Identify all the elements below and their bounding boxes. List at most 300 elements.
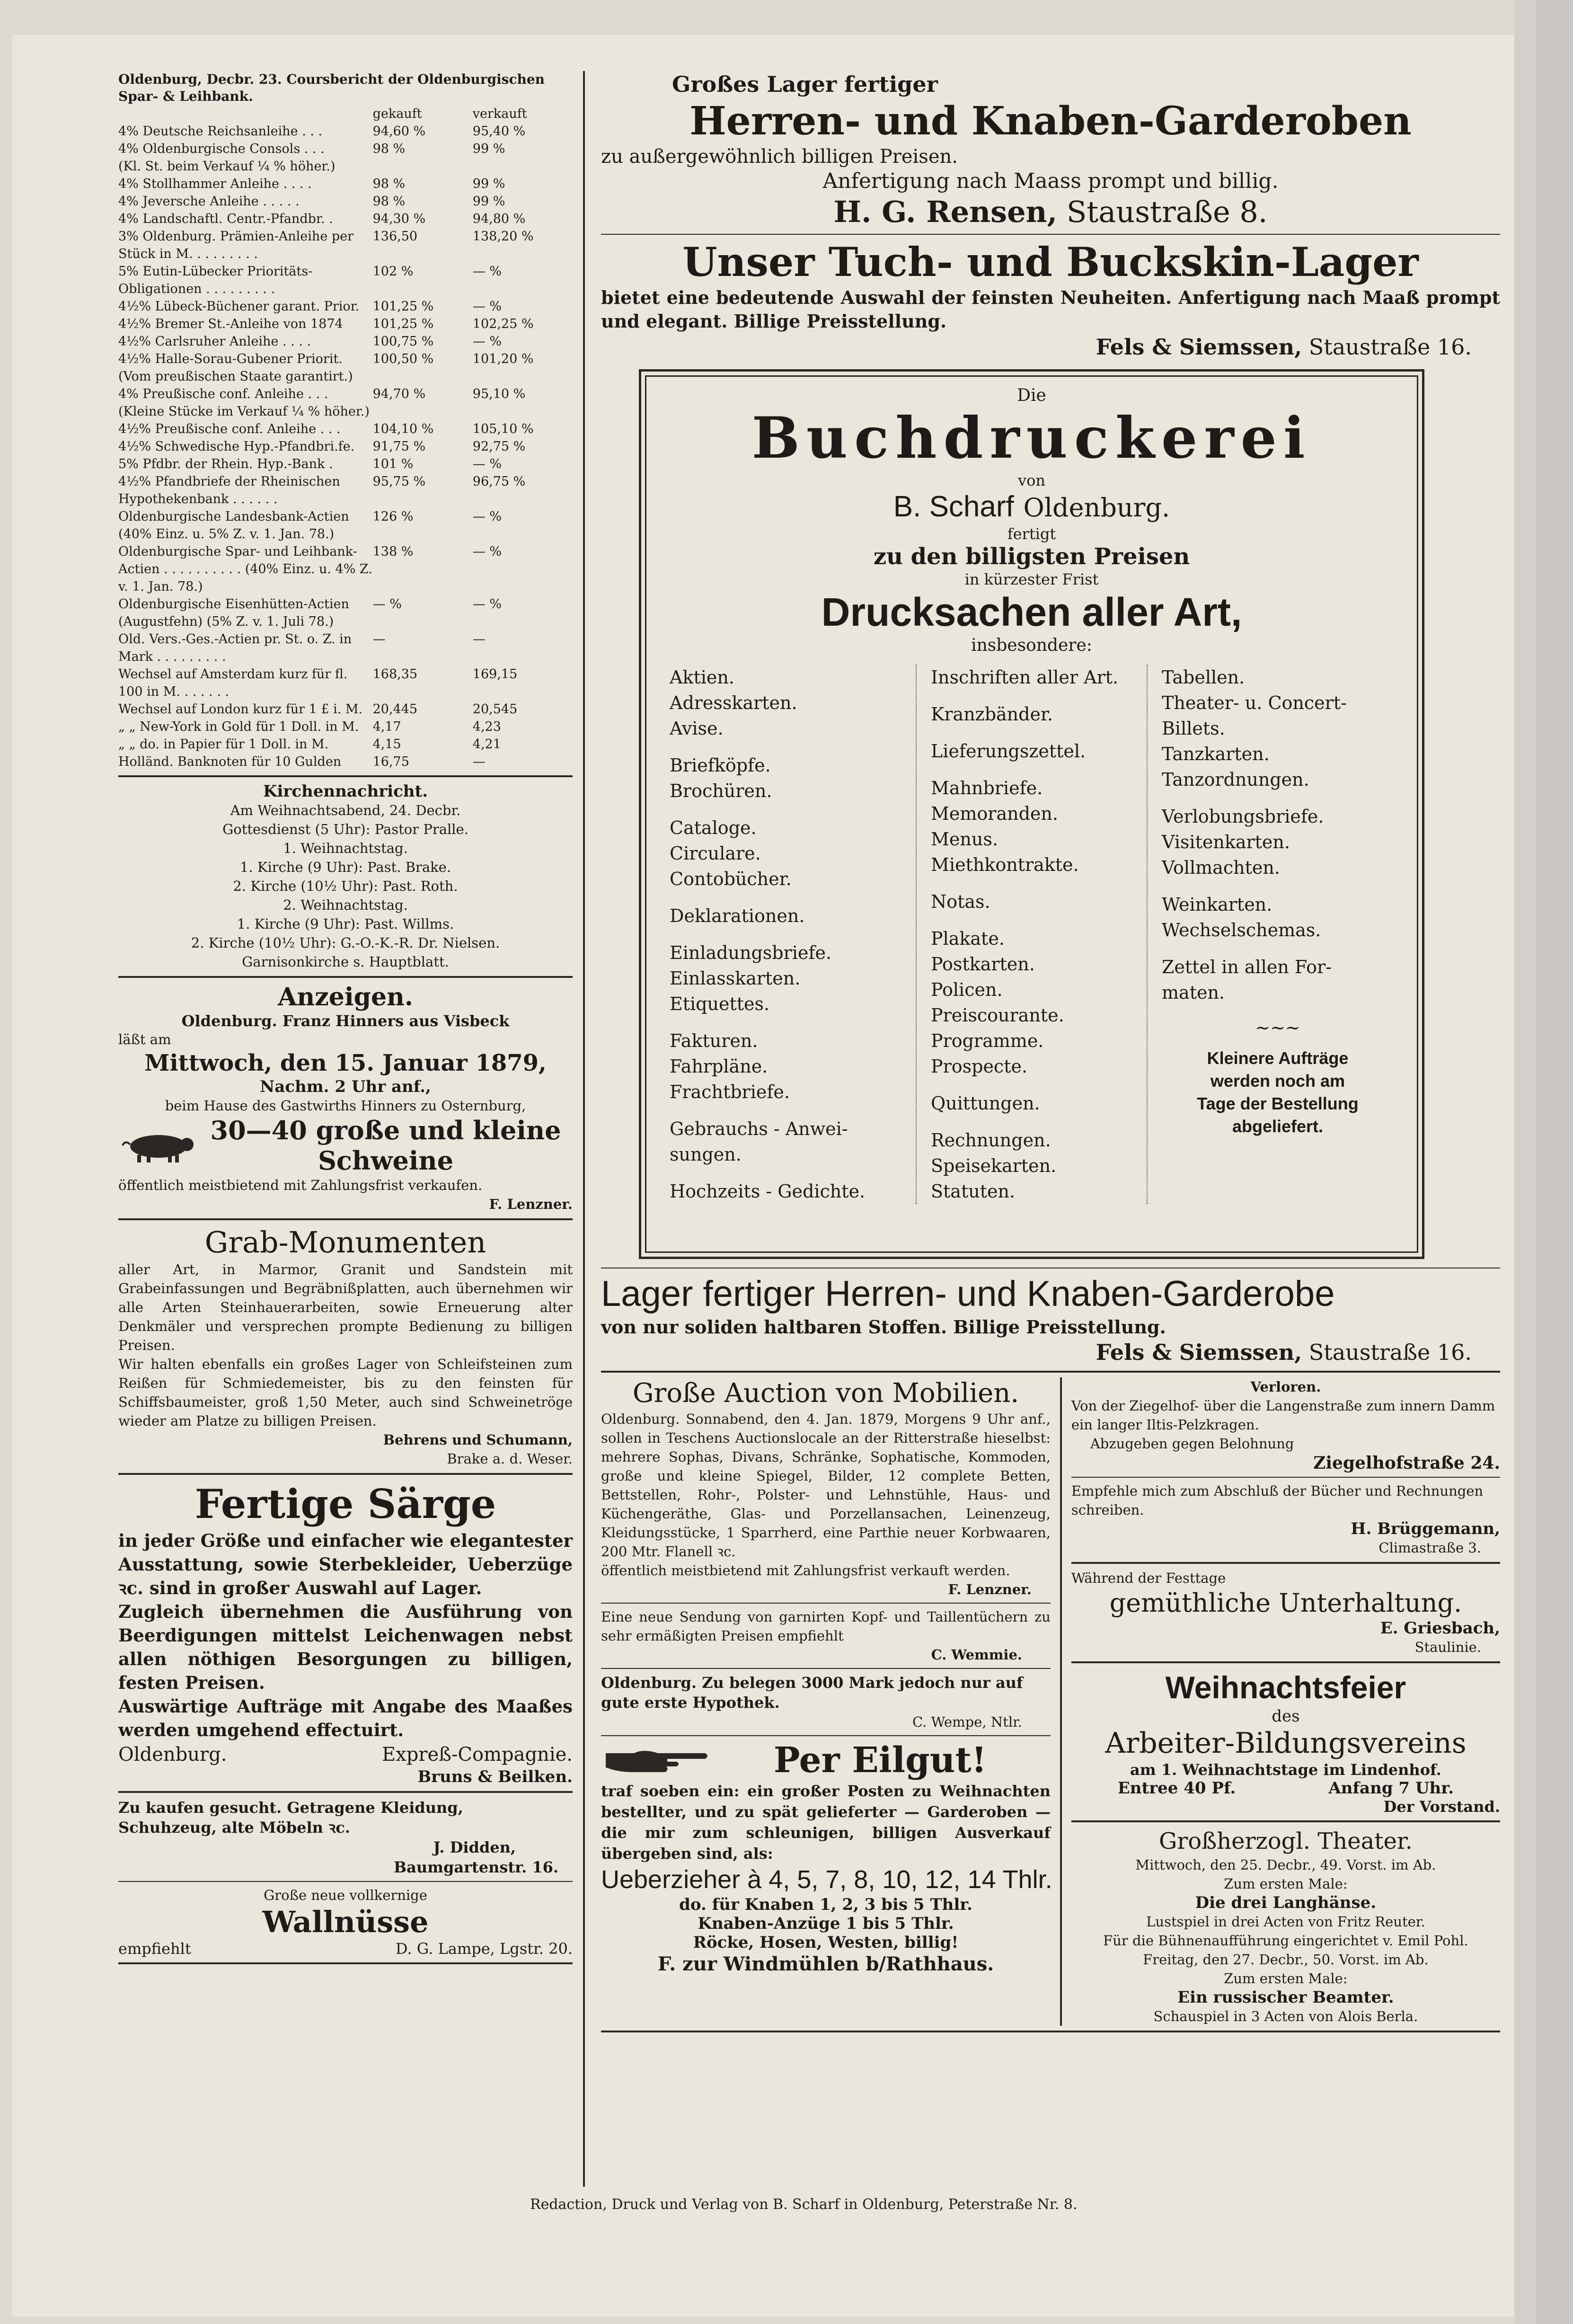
kirchen-section xyxy=(118,782,573,971)
bd-item: Theater- u. Concert- xyxy=(1162,692,1347,713)
kurs-name: Wechsel auf London kurz für 1 £ i. M. xyxy=(118,702,363,717)
kurs-verkauft: 169,15 xyxy=(472,667,518,682)
grab-body: aller Art, in Marmor, Granit und Sandstein mit Grabeinfassungen und Begräbnißplatten, auch übernehmen wir alle Arten Steinhauerarbeiten, sowie Erneuerung alter Denkmäler und versprechen prompte Bedienung zu billigen Preisen. xyxy=(118,1261,573,1353)
kurs-verkauft: 99 % xyxy=(472,194,505,209)
divider xyxy=(118,1881,573,1882)
kurs-verkauft: — % xyxy=(472,299,502,314)
theater-l9: Schauspiel in 3 Acten von Alois Berla. xyxy=(1153,2008,1418,2024)
page-edge xyxy=(1514,0,1536,2324)
kurs-row xyxy=(118,368,573,385)
kurs-verkauft: 99 % xyxy=(472,142,505,156)
bd-ornament: ~~~ xyxy=(1255,1017,1300,1038)
bd-item: Miethkontrakte. xyxy=(931,854,1079,875)
eilgut-sign: F. zur Windmühlen b/Rathhaus. xyxy=(657,1953,994,1975)
kurs-name: (Kl. St. beim Verkauf ¼ % höher.) xyxy=(118,159,336,174)
kurs-name: 4% Jeversche Anleihe . . . . . xyxy=(118,194,300,209)
kurs-row xyxy=(118,736,573,753)
kurs-verkauft: 96,75 % xyxy=(472,474,526,489)
bd-col1 xyxy=(670,665,901,1204)
kurs-row xyxy=(118,701,573,718)
column-divider xyxy=(583,71,585,2187)
kirchen-line: Garnisonkirche s. Hauptblatt. xyxy=(242,954,449,970)
theater-l3: Die drei Langhänse. xyxy=(1195,1893,1377,1912)
kurs-verkauft: 102,25 % xyxy=(472,317,534,331)
divider xyxy=(601,2031,1500,2032)
kurs-gekauft xyxy=(373,158,473,175)
anzeigen-title: Anzeigen. xyxy=(278,983,413,1011)
kaufen-section xyxy=(118,1798,573,1877)
tuch-name: Fels & Siemssen, xyxy=(1096,334,1302,360)
list-gap xyxy=(931,1079,1147,1091)
divider xyxy=(118,1218,573,1220)
bd-item: Postkarten. xyxy=(931,954,1035,975)
kurs-name: 4% Stollhammer Anleihe . . . . xyxy=(118,177,312,191)
kurs-name: 3% Oldenburg. Prämien-Anleihe per Stück in M. . . . . . . . . xyxy=(118,229,354,261)
divider xyxy=(118,976,573,978)
kirchen-line: 2. Kirche (10½ Uhr): G.-O.-K.-R. Dr. Nielsen. xyxy=(191,935,500,951)
rensen-title: Herren- und Knaben-Garderoben xyxy=(689,98,1412,144)
bd-item: Vollmachten. xyxy=(1162,857,1280,878)
bd-item: Brochüren. xyxy=(670,781,772,801)
bd-druck: Drucksachen aller Art, xyxy=(821,590,1242,634)
kurs-name: 4½% Schwedische Hyp.-Pfandbri.fe. xyxy=(118,439,355,454)
kurs-gekauft xyxy=(373,403,473,420)
wallnuesse-title: Wallnüsse xyxy=(262,1905,429,1939)
kurs-name: 4½% Lübeck-Büchener garant. Prior. xyxy=(118,299,360,314)
kurs-verkauft xyxy=(473,158,573,175)
kirchen-line: 2. Kirche (10½ Uhr): Past. Roth. xyxy=(233,878,458,894)
bd-item: Adresskarten. xyxy=(670,692,797,713)
kurs-gekauft: 101 % xyxy=(372,457,414,471)
wallnuesse-section xyxy=(118,1886,573,1958)
bd-item: Contobücher. xyxy=(670,869,792,889)
tuch-addr: Staustraße 16. xyxy=(1308,334,1472,360)
auction-body: Oldenburg. Sonnabend, den 4. Jan. 1879, Morgens 9 Uhr anf., sollen in Teschens Auctionslocale an der Ritterstraße hieselbst: mehrere Sophas, Divans, Schränke, Sophatische, Kommoden, große und kleine Spiegel, Bilder, 12 complete Betten, Bettstellen, Rohr-, Polster- und Lehnstühle, Haus- und Küchengeräthe, Glas- und Porzellansachen, Leinenzeug, Kleidungsstücke, 1 Sparrherd, eine Parthie neuer Korbwaaren, 200 Mtr. Flanell ꝛc. xyxy=(601,1411,1051,1560)
divider xyxy=(118,1791,573,1793)
kurs-verkauft: — % xyxy=(472,264,502,279)
festtage-title: gemüthliche Unterhaltung. xyxy=(1109,1588,1462,1618)
kurs-row xyxy=(118,630,573,665)
rensen-addr: Staustraße 8. xyxy=(1066,195,1268,229)
wf-verein: Arbeiter-Bildungsvereins xyxy=(1105,1727,1467,1760)
kurs-gekauft: 100,50 % xyxy=(372,352,434,366)
kurs-name: Holländ. Banknoten für 10 Gulden xyxy=(118,754,342,769)
divider xyxy=(1071,1562,1500,1564)
grab-sign2: Brake a. d. Weser. xyxy=(447,1451,573,1467)
kurs-row xyxy=(118,385,573,403)
kurs-verkauft: 138,20 % xyxy=(472,229,534,244)
eilgut-title: Per Eilgut! xyxy=(773,1740,987,1781)
kurs-gekauft: 4,17 xyxy=(372,719,401,734)
bd-item: Avise. xyxy=(670,718,724,739)
bd-item: Frachtbriefe. xyxy=(670,1082,790,1102)
kurs-row xyxy=(118,665,573,701)
bd-die: Die xyxy=(1017,386,1046,405)
kurs-gekauft: 126 % xyxy=(372,509,414,524)
bd-item: Circulare. xyxy=(670,843,761,864)
saerge-company: Expreß-Compagnie. xyxy=(381,1744,573,1765)
bd-item: Visitenkarten. xyxy=(1162,832,1290,852)
kurs-name: 4% Oldenburgische Consols . . . xyxy=(118,142,325,156)
bd-title: Buchdruckerei xyxy=(751,405,1312,471)
festtage-addr: Staulinie. xyxy=(1414,1639,1481,1655)
bd-item: Preiscourante. xyxy=(931,1005,1064,1026)
col-verkauft: verkauft xyxy=(472,106,527,121)
bottom-left xyxy=(601,1377,1051,2026)
exchange-table xyxy=(118,105,573,771)
auction-sign2: F. Lenzner. xyxy=(948,1581,1032,1597)
kurs-gekauft: 98 % xyxy=(372,194,406,209)
kurs-name: 4% Deutsche Reichsanleihe . . . xyxy=(118,124,323,139)
grab-sign: Behrens und Schumann, xyxy=(383,1432,573,1448)
bd-col3 xyxy=(1162,665,1394,1204)
wf-des: des xyxy=(1272,1707,1300,1726)
left-column xyxy=(118,71,573,1969)
festtage-name: E. Griesbach, xyxy=(1380,1619,1500,1638)
kurs-verkauft: — % xyxy=(472,544,502,559)
wf-entree: Entree 40 Pf. xyxy=(1117,1779,1236,1798)
kurs-row xyxy=(118,123,573,140)
bd-klein-line: werden noch am xyxy=(1210,1071,1345,1091)
lager2-ad xyxy=(601,1272,1500,1366)
divider xyxy=(601,1371,1500,1373)
kurs-name: 4½% Preußische conf. Anleihe . . . xyxy=(118,422,341,436)
kurs-row xyxy=(118,350,573,368)
kurs-gekauft: 98 % xyxy=(372,142,406,156)
rensen-line3: zu außergewöhnlich billigen Preisen. xyxy=(601,146,958,168)
right-column xyxy=(601,71,1500,2037)
kurs-gekauft: 94,60 % xyxy=(372,124,426,139)
tuch-body: bietet eine bedeutende Auswahl der feinsten Neuheiten. Anfertigung nach Maaß prompt und elegant. Billige Preisstellung. xyxy=(601,287,1500,332)
divider xyxy=(118,775,573,777)
kurs-gekauft: 101,25 % xyxy=(372,299,434,314)
kurs-row xyxy=(118,315,573,333)
list-gap xyxy=(670,741,901,753)
bd-item: Briefköpfe. xyxy=(670,755,771,776)
kirchen-line: 2. Weihnachtstag. xyxy=(283,897,408,913)
brueggemann-name: H. Brüggemann, xyxy=(1351,1519,1500,1538)
kurs-verkauft: 95,40 % xyxy=(472,124,526,139)
bd-item: Speisekarten. xyxy=(931,1155,1057,1176)
auction-terms2: öffentlich meistbietend mit Zahlungsfrist verkauft werden. xyxy=(601,1562,1010,1579)
kurs-row xyxy=(118,158,573,175)
bd-item: Cataloge. xyxy=(670,817,757,838)
bd-item: Einlasskarten. xyxy=(670,968,801,989)
festtage-line1: Während der Festtage xyxy=(1071,1570,1226,1586)
bd-item: Weinkarten. xyxy=(1162,894,1273,915)
bd-item: sungen. xyxy=(670,1144,742,1165)
list-gap xyxy=(1162,880,1394,892)
kurs-verkauft: 4,21 xyxy=(472,737,501,752)
kurs-verkauft xyxy=(473,403,573,420)
kurs-verkauft xyxy=(473,368,573,385)
saerge-body3: Auswärtige Aufträge mit Angabe des Maaßes werden umgehend effectuirt. xyxy=(118,1696,573,1740)
divider xyxy=(118,1473,573,1475)
kurs-name: 4% Landschaftl. Centr.-Pfandbr. . xyxy=(118,212,333,226)
kurs-name: 4½% Halle-Sorau-Gubener Priorit. xyxy=(118,352,343,366)
bd-city: Oldenburg. xyxy=(1023,493,1170,523)
bd-item: Hochzeits - Gedichte. xyxy=(670,1181,866,1202)
kurs-row xyxy=(118,333,573,350)
kurs-name: 4½% Carlsruher Anleihe . . . . xyxy=(118,334,311,349)
wf-anfang: Anfang 7 Uhr. xyxy=(1328,1779,1454,1798)
kurs-row xyxy=(118,508,573,543)
bd-item: Tanzkarten. xyxy=(1162,744,1270,764)
bd-item: Aktien. xyxy=(670,667,734,688)
bd-item: Prospecte. xyxy=(931,1056,1028,1077)
grab-title: Grab-Monumenten xyxy=(204,1225,486,1260)
kurs-verkauft: 99 % xyxy=(472,177,505,191)
bd-insb: insbesondere: xyxy=(971,636,1092,655)
bd-item: Verlobungsbriefe. xyxy=(1162,806,1324,827)
bottom-split xyxy=(601,1377,1500,2026)
bd-item: Tanzordnungen. xyxy=(1162,769,1309,790)
list-gap xyxy=(670,929,901,940)
divider xyxy=(118,1962,573,1964)
list-gap xyxy=(670,1105,901,1116)
auction-place: beim Hause des Gastwirths Hinners zu Osternburg, xyxy=(165,1098,526,1114)
auction-time: Nachm. 2 Uhr anf., xyxy=(260,1077,431,1096)
bd-item: Billets. xyxy=(1162,718,1225,739)
bd-item: Gebrauchs - Anwei- xyxy=(670,1118,848,1139)
kurs-verkauft: 94,80 % xyxy=(472,212,526,226)
kurs-row xyxy=(118,718,573,736)
bd-item: Deklarationen. xyxy=(670,905,805,926)
pig-icon xyxy=(118,1127,199,1164)
wallnuesse-top: Große neue vollkernige xyxy=(264,1887,427,1903)
hinners-line: Oldenburg. Franz Hinners aus Visbeck xyxy=(181,1012,510,1030)
kurs-verkauft: — % xyxy=(472,597,502,612)
hypo-body: Oldenburg. Zu belegen 3000 Mark jedoch nur auf gute erste Hypothek. xyxy=(601,1674,1023,1712)
bd-item: Fahrpläne. xyxy=(670,1056,768,1077)
grab-body2: Wir halten ebenfalls ein großes Lager von Schleifsteinen zum Reißen für Schmiedemeister, bis zu den feinsten für Schiffsbaumeister, groß 1,50 Meter, auch sind Schweinetröge wieder am Platze zu billigen Preisen. xyxy=(118,1356,573,1429)
bd-item: Zettel in allen For- xyxy=(1162,957,1332,977)
bd-klein-line: Tage der Bestellung xyxy=(1197,1094,1359,1113)
kurs-gekauft: 20,445 xyxy=(372,702,418,717)
buchdruckerei-ad xyxy=(639,369,1424,1259)
saerge-section xyxy=(118,1480,573,1786)
kurs-row xyxy=(118,193,573,210)
kurs-verkauft: — xyxy=(472,754,486,769)
kurs-name: 4½% Pfandbriefe der Rheinischen Hypothekenbank . . . . . . xyxy=(118,474,340,506)
hypo-sign: C. Wempe, Ntlr. xyxy=(912,1714,1022,1730)
kurs-row xyxy=(118,210,573,228)
bd-frist: in kürzester Frist xyxy=(964,570,1099,588)
verloren-body: Von der Ziegelhof- über die Langenstraße zum innern Damm ein langer Iltis-Pelzkragen. xyxy=(1071,1398,1495,1433)
theater-title: Großherzogl. Theater. xyxy=(1158,1828,1413,1854)
kurs-name: (Vom preußischen Staate garantirt.) xyxy=(118,369,353,384)
bd-von: von xyxy=(1018,471,1045,489)
kurs-gekauft: — xyxy=(372,632,386,647)
list-gap xyxy=(1162,792,1394,804)
bd-item: Tabellen. xyxy=(1162,667,1245,688)
pointing-hand-icon xyxy=(601,1744,710,1777)
theater-l4: Lustspiel in drei Acten von Fritz Reuter. xyxy=(1146,1914,1425,1930)
list-gap xyxy=(931,727,1147,738)
kurs-verkauft: 4,23 xyxy=(472,719,501,734)
saerge-place: Oldenburg. xyxy=(118,1744,227,1765)
pigs-count: 30—40 große und kleine xyxy=(210,1115,561,1145)
bd-item: Wechselschemas. xyxy=(1162,920,1321,940)
kurs-row xyxy=(118,438,573,455)
kaufen-name: J. Didden, xyxy=(433,1838,516,1856)
eilgut-ueberzieher: Ueberzieher à 4, 5, 7, 8, 10, 12, 14 Thlr. xyxy=(601,1865,1052,1894)
bd-item: Lieferungszettel. xyxy=(931,741,1086,762)
verloren-addr: Ziegelhofstraße 24. xyxy=(1313,1453,1500,1473)
lager2-name: Fels & Siemssen, xyxy=(1096,1339,1302,1365)
saerge-title: Fertige Särge xyxy=(194,1481,496,1527)
kurs-verkauft: — % xyxy=(472,509,502,524)
kirchen-line: 1. Weihnachtstag. xyxy=(283,840,408,856)
bd-item: Einladungsbriefe. xyxy=(670,942,832,963)
lager2-line2: von nur soliden haltbaren Stoffen. Billige Preisstellung. xyxy=(601,1316,1166,1338)
kurs-head-row xyxy=(118,105,573,123)
theater-l8: Ein russischer Beamter. xyxy=(1177,1988,1394,2007)
rensen-name: H. G. Rensen, xyxy=(833,195,1058,229)
saerge-body: in jeder Größe und einfacher wie elegantester Ausstattung, sowie Sterbekleider, Ueberzüge ꝛc. sind in großer Auswahl auf Lager. xyxy=(118,1530,573,1598)
bd-item: Mahnbriefe. xyxy=(931,778,1043,798)
kurs-row xyxy=(118,455,573,473)
theater-l5: Für die Bühnenaufführung eingerichtet v. Emil Pohl. xyxy=(1103,1933,1468,1949)
kirchen-line: Am Weihnachtsabend, 24. Decbr. xyxy=(230,802,461,818)
wemmie-body: Eine neue Sendung von garnirten Kopf- und Taillentüchern zu sehr ermäßigten Preisen empfiehlt xyxy=(601,1609,1051,1644)
kurs-gekauft: 95,75 % xyxy=(372,474,426,489)
auction-date: Mittwoch, den 15. Januar 1879, xyxy=(144,1050,547,1076)
kurs-header: Oldenburg, Decbr. 23. Coursbericht der Oldenburgischen Spar- & Leihbank. xyxy=(118,71,545,104)
kurs-row xyxy=(118,543,573,595)
kurs-name: Old. Vers.-Ges.-Actien pr. St. o. Z. in Mark . . . . . . . . . xyxy=(118,632,352,664)
kurs-gekauft: 104,10 % xyxy=(372,422,434,436)
kurs-gekauft: 16,75 xyxy=(372,754,409,769)
eilgut-body: traf soeben ein: ein großer Posten zu Weihnachten bestellter, und zu spät gelieferter — Garderoben — die mir zum schleunigen, billigen Ausverkauf übergeben sind, als: xyxy=(601,1782,1051,1863)
kaufen-line2: Schuhzeug, alte Möbeln ꝛc. xyxy=(118,1818,350,1836)
rensen-line4: Anfertigung nach Maass prompt und billig. xyxy=(822,169,1279,193)
eilgut-roecke: Röcke, Hosen, Westen, billig! xyxy=(693,1933,959,1952)
list-gap xyxy=(670,804,901,815)
kirchen-title: Kirchennachricht. xyxy=(263,782,428,801)
kurs-name: 5% Eutin-Lübecker Prioritäts-Obligationen . . . . . . . . . xyxy=(118,264,313,296)
divider xyxy=(1071,1477,1500,1478)
kurs-gekauft xyxy=(373,368,473,385)
list-gap xyxy=(931,878,1147,889)
kurs-gekauft: 91,75 % xyxy=(372,439,426,454)
kurs-name: Oldenburgische Landesbank-Actien (40% Einz. u. 5% Z. v. 1. Jan. 78.) xyxy=(118,509,349,541)
brueggemann-addr: Climastraße 3. xyxy=(1379,1540,1481,1556)
kurs-row xyxy=(118,228,573,263)
rensen-ad xyxy=(601,71,1500,230)
auction-title: Große Auction von Mobilien. xyxy=(632,1378,1019,1409)
list-gap xyxy=(931,690,1147,701)
kirchen-line: 1. Kirche (9 Uhr): Past. Willms. xyxy=(237,916,454,932)
kurs-row xyxy=(118,263,573,298)
bd-item: Statuten. xyxy=(931,1181,1016,1202)
kurs-row xyxy=(118,175,573,193)
split-divider xyxy=(1060,1377,1062,2026)
bd-col2 xyxy=(916,665,1148,1204)
bd-item: Plakate. xyxy=(931,928,1005,949)
divider xyxy=(1071,1820,1500,1822)
kurs-name: „ „ New-York in Gold für 1 Doll. in M. xyxy=(118,719,359,734)
bd-list xyxy=(670,665,1394,1204)
list-gap xyxy=(931,1116,1147,1127)
kurs-row xyxy=(118,420,573,438)
kurs-gekauft: 94,30 % xyxy=(372,212,426,226)
kurs-gekauft: — % xyxy=(372,597,402,612)
bd-item: Memoranden. xyxy=(931,803,1058,824)
kirchen-line: Gottesdienst (5 Uhr): Pastor Pralle. xyxy=(222,821,468,837)
wemmie-sign: C. Wemmie. xyxy=(931,1647,1022,1663)
kurs-verkauft: — % xyxy=(472,334,502,349)
bd-item: Kranzbänder. xyxy=(931,704,1053,725)
bd-klein-line: abgeliefert. xyxy=(1232,1117,1324,1136)
kirchen-line: 1. Kirche (9 Uhr): Past. Brake. xyxy=(239,859,451,875)
bd-klein-line: Kleinere Aufträge xyxy=(1207,1048,1349,1068)
anzeigen-section xyxy=(118,983,573,1214)
hinners-line2: läßt am xyxy=(118,1031,171,1047)
kurs-name: Oldenburgische Spar- und Leihbank-Actien . . . . . . . . . . (40% Einz. u. 4% Z. v. 1. Jan. 78.) xyxy=(118,544,372,594)
theater-l2: Zum ersten Male: xyxy=(1224,1876,1348,1892)
bd-name: B. Scharf xyxy=(893,490,1014,523)
bd-item: Policen. xyxy=(931,979,1003,1000)
bd-item: Rechnungen. xyxy=(931,1130,1051,1151)
bd-klein xyxy=(1162,1047,1394,1138)
bd-item: Inschriften aller Art. xyxy=(931,667,1119,688)
kurs-name: „ „ do. in Papier für 1 Doll. in M. xyxy=(118,737,329,752)
kurs-verkauft: 92,75 % xyxy=(472,439,526,454)
divider xyxy=(601,1735,1051,1736)
col-gekauft: gekauft xyxy=(372,106,422,121)
kurs-verkauft: 95,10 % xyxy=(472,387,526,401)
kurs-gekauft: 101,25 % xyxy=(372,317,434,331)
bottom-right xyxy=(1071,1377,1500,2026)
kurs-gekauft: 102 % xyxy=(372,264,414,279)
brueggemann-body: Empfehle mich zum Abschluß der Bücher und Rechnungen schreiben. xyxy=(1071,1483,1484,1518)
kirchen-lines xyxy=(118,801,573,971)
rensen-line1: Großes Lager fertiger xyxy=(672,71,938,97)
divider xyxy=(601,1603,1051,1604)
grab-section xyxy=(118,1225,573,1468)
theater-l1: Mittwoch, den 25. Decbr., 49. Vorst. im Ab. xyxy=(1135,1857,1436,1873)
bd-item: Notas. xyxy=(931,891,990,912)
kaufen-line1: Zu kaufen gesucht. Getragene Kleidung, xyxy=(118,1799,463,1817)
eilgut-knaben: do. für Knaben 1, 2, 3 bis 5 Thlr. xyxy=(679,1895,972,1914)
lager2-addr: Staustraße 16. xyxy=(1308,1339,1472,1365)
kurs-gekauft: 138 % xyxy=(372,544,414,559)
kurs-verkauft: 105,10 % xyxy=(472,422,534,436)
kurs-verkauft: 20,545 xyxy=(472,702,518,717)
theater-l7: Zum ersten Male: xyxy=(1224,1970,1348,1987)
kaufen-addr: Baumgartenstr. 16. xyxy=(394,1858,558,1876)
divider xyxy=(601,234,1500,235)
kurs-name: Wechsel auf Amsterdam kurz für fl. 100 in M. . . . . . . xyxy=(118,667,348,699)
list-gap xyxy=(670,892,901,903)
wf-title: Weihnachtsfeier xyxy=(1165,1670,1406,1705)
verloren-title: Verloren. xyxy=(1250,1379,1321,1395)
wf-line: am 1. Weihnachtstage im Lindenhof. xyxy=(1130,1761,1441,1779)
kurs-row xyxy=(118,298,573,315)
list-gap xyxy=(670,1017,901,1028)
bd-item: Menus. xyxy=(931,829,998,850)
bd-preise: zu den billigsten Preisen xyxy=(873,543,1190,570)
bd-item: Programme. xyxy=(931,1030,1044,1051)
bd-fertigt: fertigt xyxy=(1007,525,1056,543)
saerge-sign: Bruns & Beilken. xyxy=(417,1767,573,1786)
divider xyxy=(601,1668,1051,1669)
kurs-verkauft: — % xyxy=(472,457,502,471)
kurs-row xyxy=(118,403,573,420)
kurs-row xyxy=(118,753,573,771)
theater-l6: Freitag, den 27. Decbr., 50. Vorst. im Ab. xyxy=(1143,1951,1429,1968)
